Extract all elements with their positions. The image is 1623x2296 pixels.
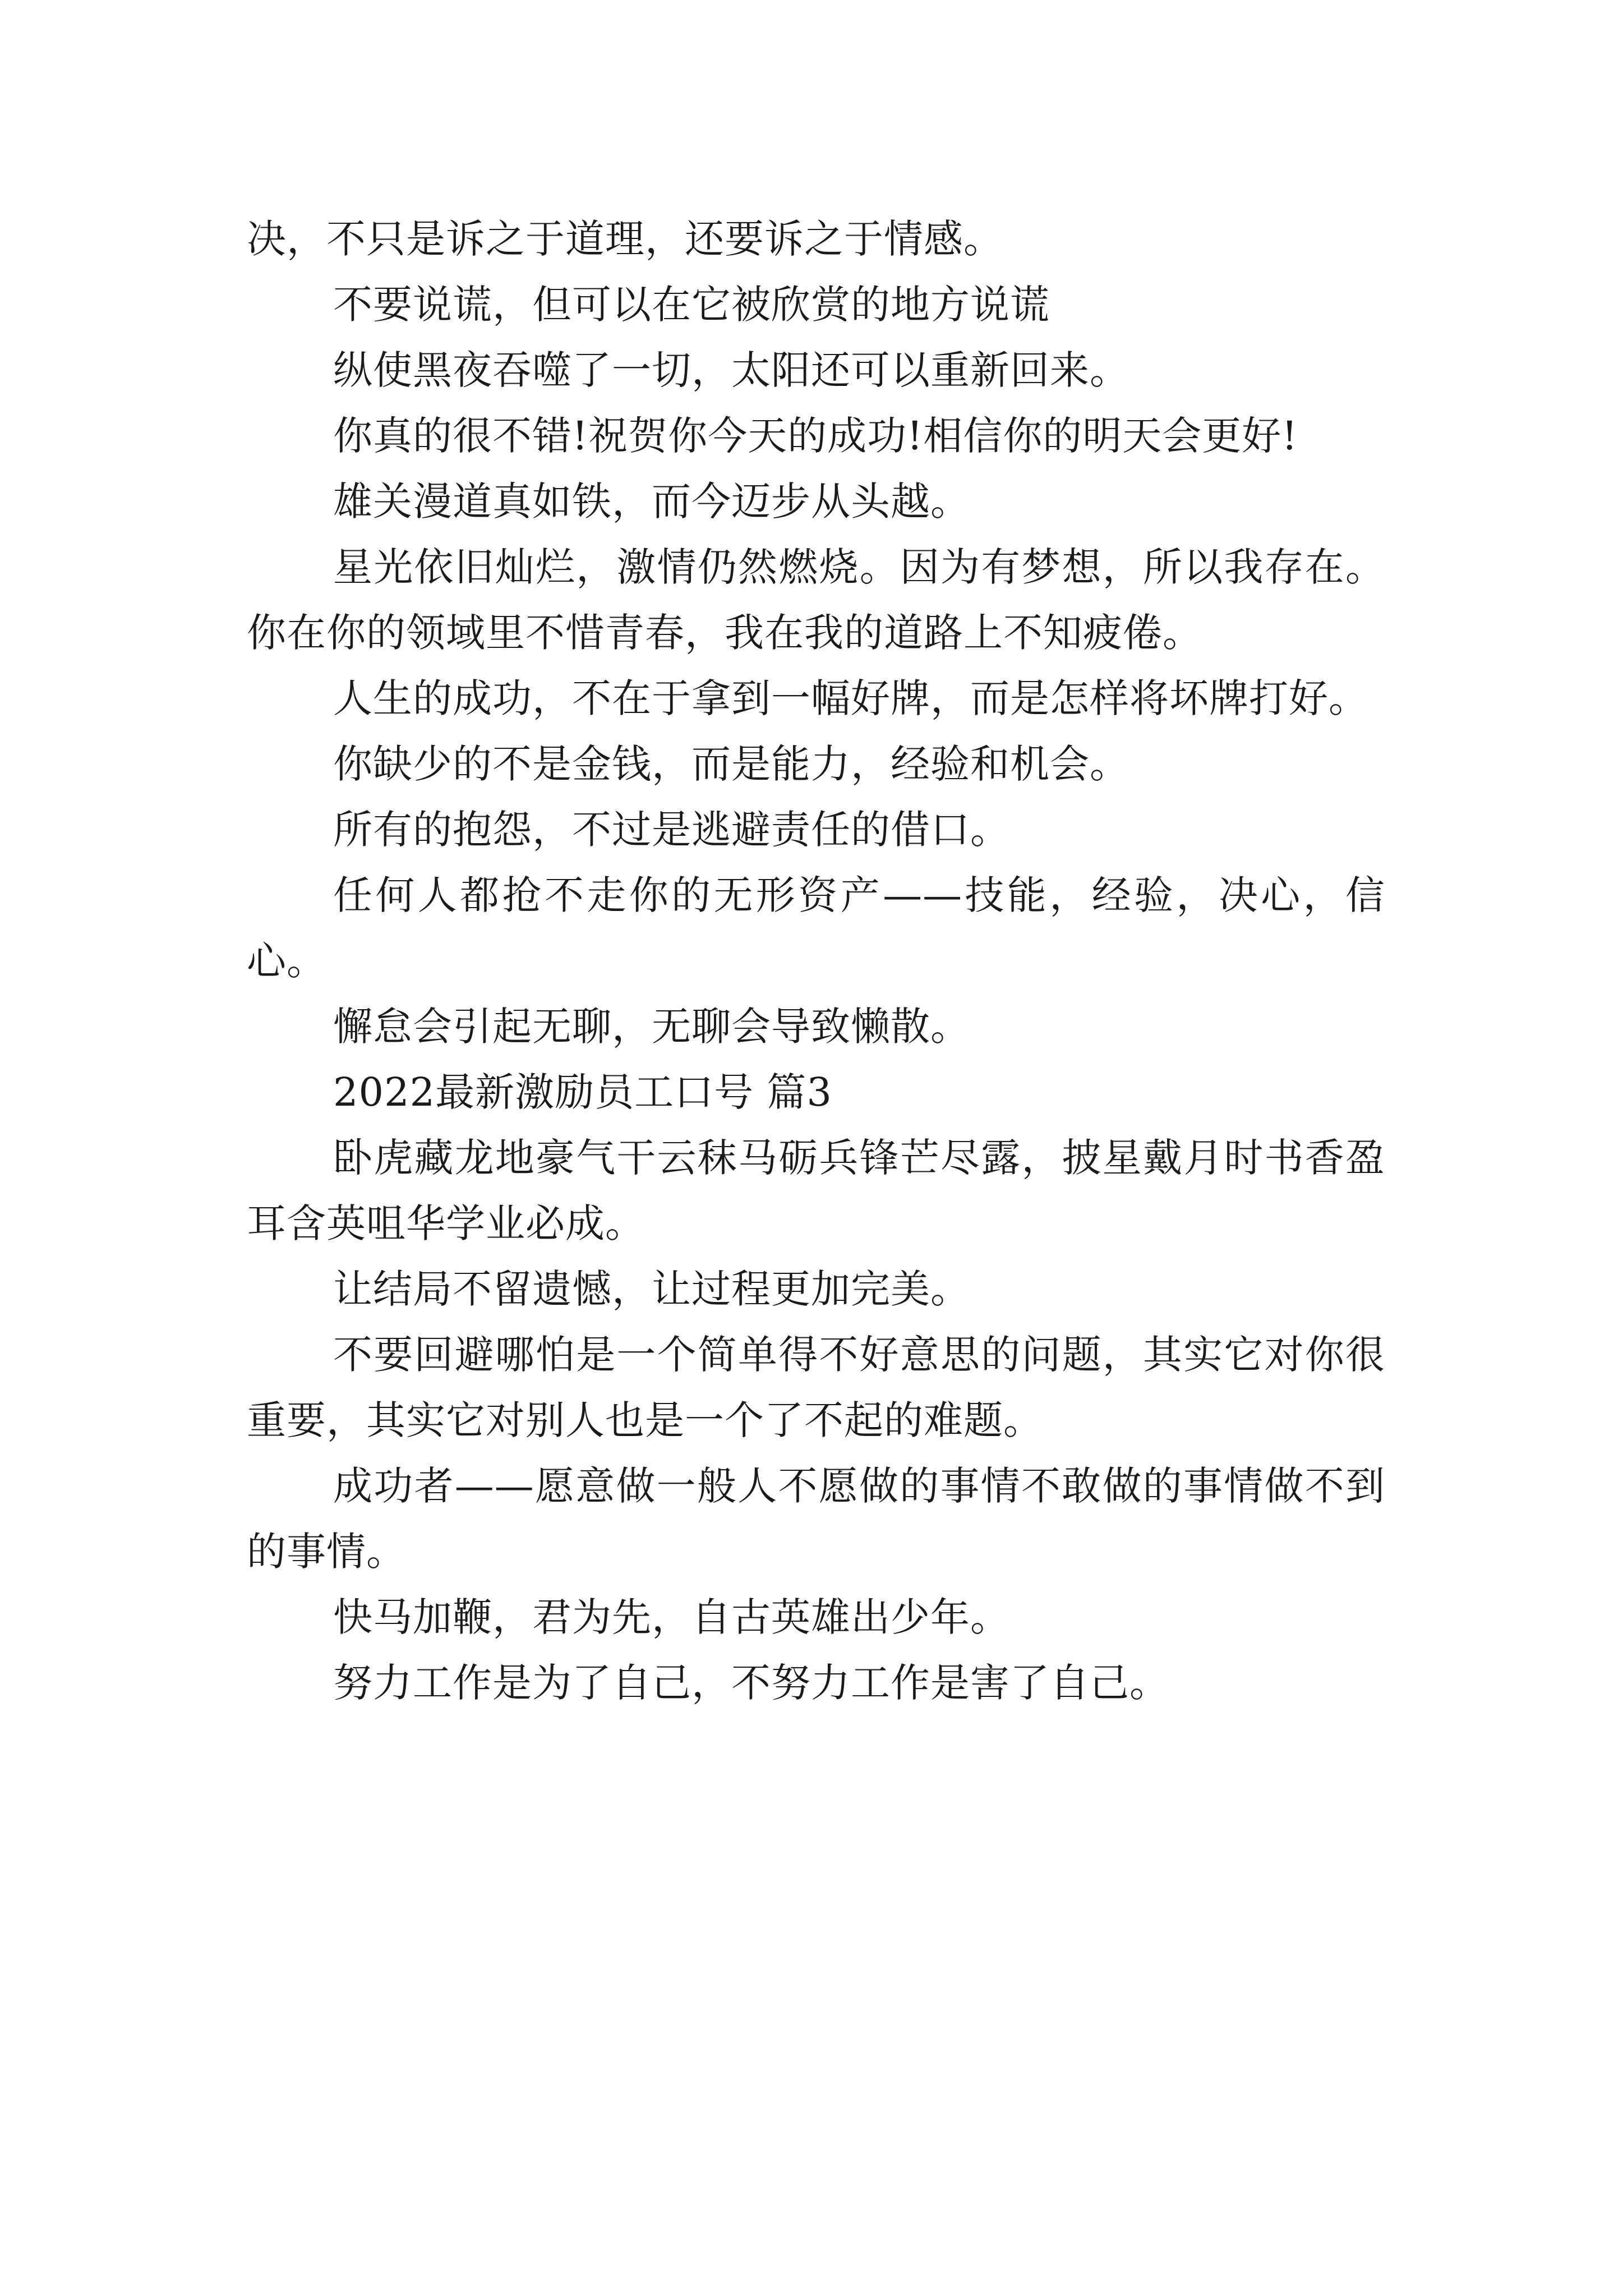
paragraph: 任何人都抢不走你的无形资产——技能，经验，决心，信心。	[247, 872, 1385, 984]
paragraph: 成功者——愿意做一般人不愿做的事情不敢做的事情做不到的事情。	[247, 1463, 1385, 1575]
paragraph: 卧虎藏龙地豪气干云秣马砺兵锋芒尽露，披星戴月时书香盈耳含英咀华学业必成。	[247, 1135, 1385, 1246]
paragraph: 所有的抱怨，不过是逃避责任的借口。	[333, 807, 1010, 853]
document-body	[247, 206, 1385, 1716]
paragraph: 纵使黑夜吞噬了一切，太阳还可以重新回来。	[333, 347, 1129, 393]
paragraph: 努力工作是为了自己，不努力工作是害了自己。	[333, 1660, 1169, 1706]
paragraph: 懈怠会引起无聊，无聊会导致懒散。	[333, 1004, 970, 1050]
paragraph: 你真的很不错!祝贺你今天的成功!相信你的明天会更好!	[333, 413, 1298, 459]
paragraph: 让结局不留遗憾，让过程更加完美。	[333, 1266, 970, 1312]
section-heading: 2022最新激励员工口号 篇3	[333, 1069, 832, 1115]
paragraph: 快马加鞭，君为先，自古英雄出少年。	[333, 1594, 1010, 1640]
paragraph: 你缺少的不是金钱，而是能力，经验和机会。	[333, 741, 1129, 787]
paragraph: 决，不只是诉之于道理，还要诉之于情感。	[247, 216, 1003, 262]
paragraph: 不要回避哪怕是一个简单得不好意思的问题，其实它对你很重要，其实它对别人也是一个了不起的难题。	[247, 1332, 1385, 1443]
paragraph: 不要说谎，但可以在它被欣赏的地方说谎	[333, 282, 1050, 328]
paragraph: 雄关漫道真如铁，而今迈步从头越。	[333, 478, 970, 524]
paragraph: 星光依旧灿烂，激情仍然燃烧。因为有梦想，所以我存在。你在你的领域里不惜青春，我在我的道路上不知疲倦。	[247, 544, 1385, 656]
paragraph: 人生的成功，不在于拿到一幅好牌，而是怎样将坏牌打好。	[333, 675, 1368, 721]
